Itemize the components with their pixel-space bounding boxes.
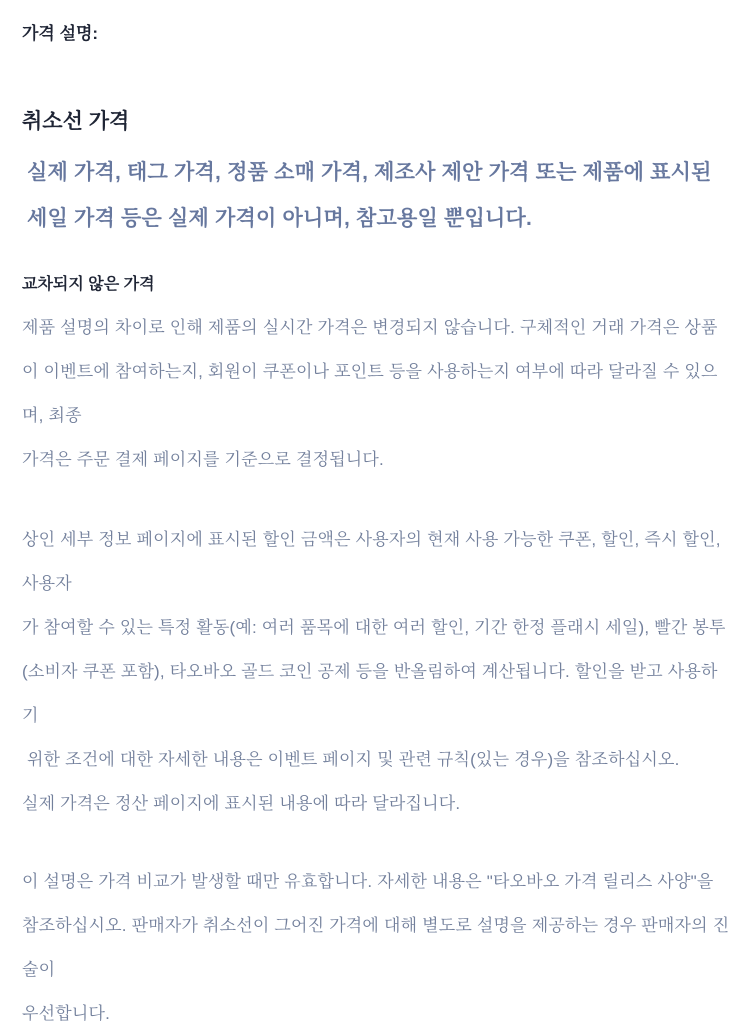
uncrossed-price-paragraph-2 <box>22 518 730 826</box>
page-title: 가격 설명: <box>22 24 99 43</box>
paragraph-line: 실제 가격은 정산 페이지에 표시된 내용에 따라 달라집니다. <box>22 794 461 813</box>
section-uncrossed-price <box>22 274 730 1036</box>
paragraph-line: 이 설명은 가격 비교가 발생할 때만 유효합니다. 자세한 내용은 "타오바오 가격 릴리스 사양"을 <box>22 872 714 891</box>
uncrossed-price-heading: 교차되지 않은 가격 <box>22 276 155 293</box>
paragraph-line: 가 참여할 수 있는 특정 활동(예: 여러 품목에 대한 여러 할인, 기간 한정 플래시 세일), 빨간 봉투 <box>22 618 726 637</box>
paragraph-line: 이 이벤트에 참여하는지, 회원이 쿠폰이나 포인트 등을 사용하는지 여부에 따라 달라질 수 있으며, 최종 <box>22 362 718 425</box>
lead-line: 실제 가격, 태그 가격, 정품 소매 가격, 제조사 제안 가격 또는 제품에 표시된 <box>27 161 712 184</box>
uncrossed-price-paragraph-1 <box>22 306 730 482</box>
strikethrough-price-description <box>22 150 730 242</box>
paragraph-line: (소비자 쿠폰 포함), 타오바오 골드 코인 공제 등을 반올림하여 계산됩니다. 할인을 받고 사용하기 <box>22 662 718 725</box>
paragraph-line: 우선합니다. <box>22 1004 111 1023</box>
price-comparison-note-paragraph <box>22 860 730 1036</box>
lead-line: 세일 가격 등은 실제 가격이 아니며, 참고용일 뿐입니다. <box>27 207 533 230</box>
strikethrough-price-heading: 취소선 가격 <box>22 110 130 133</box>
section-strikethrough-price <box>22 108 730 242</box>
paragraph-line: 제품 설명의 차이로 인해 제품의 실시간 가격은 변경되지 않습니다. 구체적인 거래 가격은 상품 <box>22 318 718 337</box>
paragraph-line: 가격은 주문 결제 페이지를 기준으로 결정됩니다. <box>22 450 384 469</box>
paragraph-line: 위한 조건에 대한 자세한 내용은 이벤트 페이지 및 관련 규칙(있는 경우)을 참조하십시오. <box>22 750 680 769</box>
paragraph-line: 참조하십시오. 판매자가 취소선이 그어진 가격에 대해 별도로 설명을 제공하는 경우 판매자의 진술이 <box>22 916 730 979</box>
paragraph-line: 상인 세부 정보 페이지에 표시된 할인 금액은 사용자의 현재 사용 가능한 쿠폰, 할인, 즉시 할인, 사용자 <box>22 530 726 593</box>
